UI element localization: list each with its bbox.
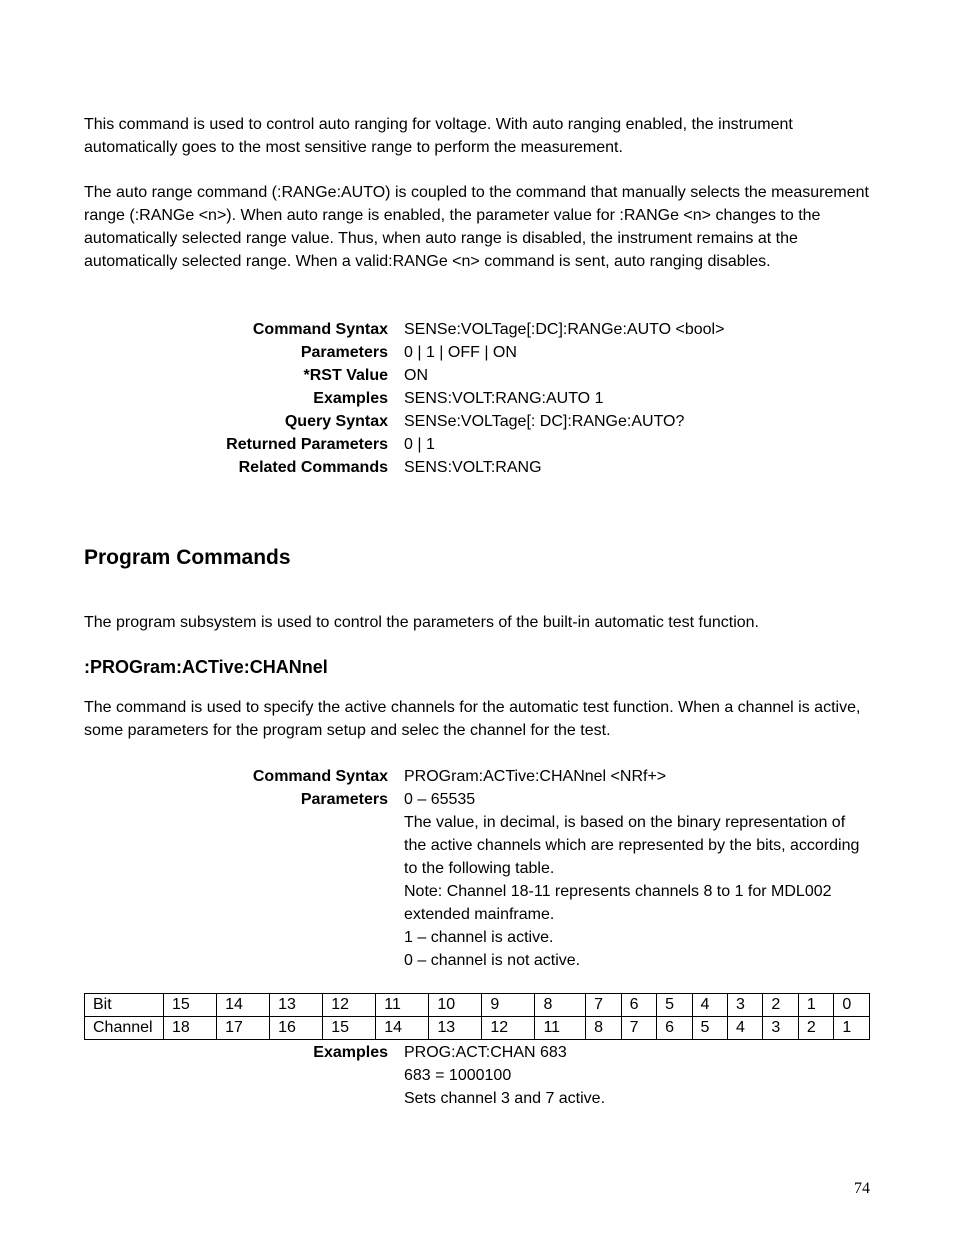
parameters-line: 0 – 65535 [404, 791, 476, 808]
command-syntax-value: SENSe:VOLTage[:DC]:RANGe:AUTO <bool> [404, 321, 725, 338]
example-line: PROG:ACT:CHAN 683 [404, 1044, 567, 1061]
table-cell: 3 [727, 994, 762, 1017]
command-syntax-label: Command Syntax [252, 321, 388, 338]
parameters-row [84, 788, 870, 972]
table-cell: 3 [763, 1017, 798, 1040]
table-cell: 10 [429, 994, 482, 1017]
example-line: Sets channel 3 and 7 active. [404, 1090, 606, 1107]
table-row [85, 1017, 870, 1040]
auto-range-command-table [84, 318, 870, 479]
table-cell: 15 [164, 994, 217, 1017]
table-cell: 4 [727, 1017, 762, 1040]
table-cell: 6 [621, 994, 656, 1017]
table-cell: 11 [535, 1017, 586, 1040]
command-syntax-value: PROGram:ACTive:CHANnel <NRf+> [404, 768, 667, 785]
table-cell: 6 [657, 1017, 692, 1040]
table-cell: 1 [834, 1017, 870, 1040]
intro-paragraph-2: The auto range command (:RANGe:AUTO) is coupled to the command that manually selects the measurement range (:RANGe <n>). When auto range is enabled, the parameter value for :RANGe <n> changes to the automatically selected range value. Thus, when auto range is disabled, the instrument remains at the automatically selected range. When a valid:RANGe <n> command is sent, auto ranging disables. [84, 184, 869, 270]
table-cell: Channel [85, 1017, 164, 1040]
page-number: 74 [854, 1180, 870, 1197]
table-cell: 2 [763, 994, 798, 1017]
table-cell: 17 [217, 1017, 270, 1040]
related-commands-value: SENS:VOLT:RANG [404, 459, 542, 476]
related-commands-row [84, 456, 870, 479]
table-cell: 8 [535, 994, 586, 1017]
section-intro: The program subsystem is used to control the parameters of the built-in automatic test function. [84, 614, 759, 631]
table-cell: 0 [834, 994, 870, 1017]
returned-parameters-value: 0 | 1 [404, 436, 435, 453]
subsection-intro: The command is used to specify the active channels for the automatic test function. When a channel is active, some parameters for the program setup and selec the channel for the test. [84, 699, 861, 739]
examples-row [84, 1041, 870, 1110]
returned-parameters-label: Returned Parameters [226, 436, 388, 453]
rst-value-label: *RST Value [303, 367, 388, 384]
examples-value: SENS:VOLT:RANG:AUTO 1 [404, 390, 604, 407]
query-syntax-label: Query Syntax [284, 413, 388, 430]
table-cell: 11 [376, 994, 429, 1017]
table-row [85, 994, 870, 1017]
active-channel-command-table [84, 765, 870, 972]
parameters-label: Parameters [300, 344, 388, 361]
parameters-value: 0 | 1 | OFF | ON [404, 344, 517, 361]
command-syntax-row [84, 318, 870, 341]
parameters-label: Parameters [300, 791, 388, 808]
examples-value [404, 1041, 870, 1110]
query-syntax-value: SENSe:VOLTage[: DC]:RANGe:AUTO? [404, 413, 685, 430]
table-cell: 18 [164, 1017, 217, 1040]
returned-parameters-row [84, 433, 870, 456]
table-cell: 12 [323, 994, 376, 1017]
parameters-line: 0 – channel is not active. [404, 952, 581, 969]
parameters-row [84, 341, 870, 364]
table-cell: 12 [482, 1017, 535, 1040]
parameters-line: Note: Channel 18-11 represents channels 8 to 1 for MDL002 extended mainframe. [404, 883, 832, 923]
table-cell: 13 [429, 1017, 482, 1040]
table-cell: 7 [621, 1017, 656, 1040]
table-cell: 8 [586, 1017, 621, 1040]
table-cell: 7 [586, 994, 621, 1017]
bit-channel-table [84, 993, 870, 1040]
rst-value-value: ON [404, 367, 428, 384]
examples-label: Examples [313, 1044, 388, 1061]
examples-table [84, 1041, 870, 1110]
table-cell: 1 [798, 994, 833, 1017]
command-syntax-label: Command Syntax [252, 768, 388, 785]
examples-row [84, 387, 870, 410]
table-cell: Bit [85, 994, 164, 1017]
table-cell: 16 [270, 1017, 323, 1040]
table-cell: 4 [692, 994, 727, 1017]
table-cell: 2 [798, 1017, 833, 1040]
example-line: 683 = 1000100 [404, 1067, 512, 1084]
command-syntax-row [84, 765, 870, 788]
parameters-value [404, 788, 870, 972]
section-title: Program Commands [84, 546, 291, 569]
table-cell: 9 [482, 994, 535, 1017]
intro-paragraph-1: This command is used to control auto ranging for voltage. With auto ranging enabled, the instrument automatically goes to the most sensitive range to perform the measurement. [84, 116, 793, 156]
related-commands-label: Related Commands [238, 459, 388, 476]
subsection-title: :PROGram:ACTive:CHANnel [84, 657, 328, 677]
table-cell: 5 [657, 994, 692, 1017]
table-cell: 14 [376, 1017, 429, 1040]
query-syntax-row [84, 410, 870, 433]
rst-value-row [84, 364, 870, 387]
table-cell: 13 [270, 994, 323, 1017]
table-cell: 5 [692, 1017, 727, 1040]
parameters-line: The value, in decimal, is based on the binary representation of the active channels which are represented by the bits, according to the following table. [404, 814, 860, 877]
parameters-line: 1 – channel is active. [404, 929, 554, 946]
table-cell: 14 [217, 994, 270, 1017]
examples-label: Examples [313, 390, 388, 407]
table-cell: 15 [323, 1017, 376, 1040]
